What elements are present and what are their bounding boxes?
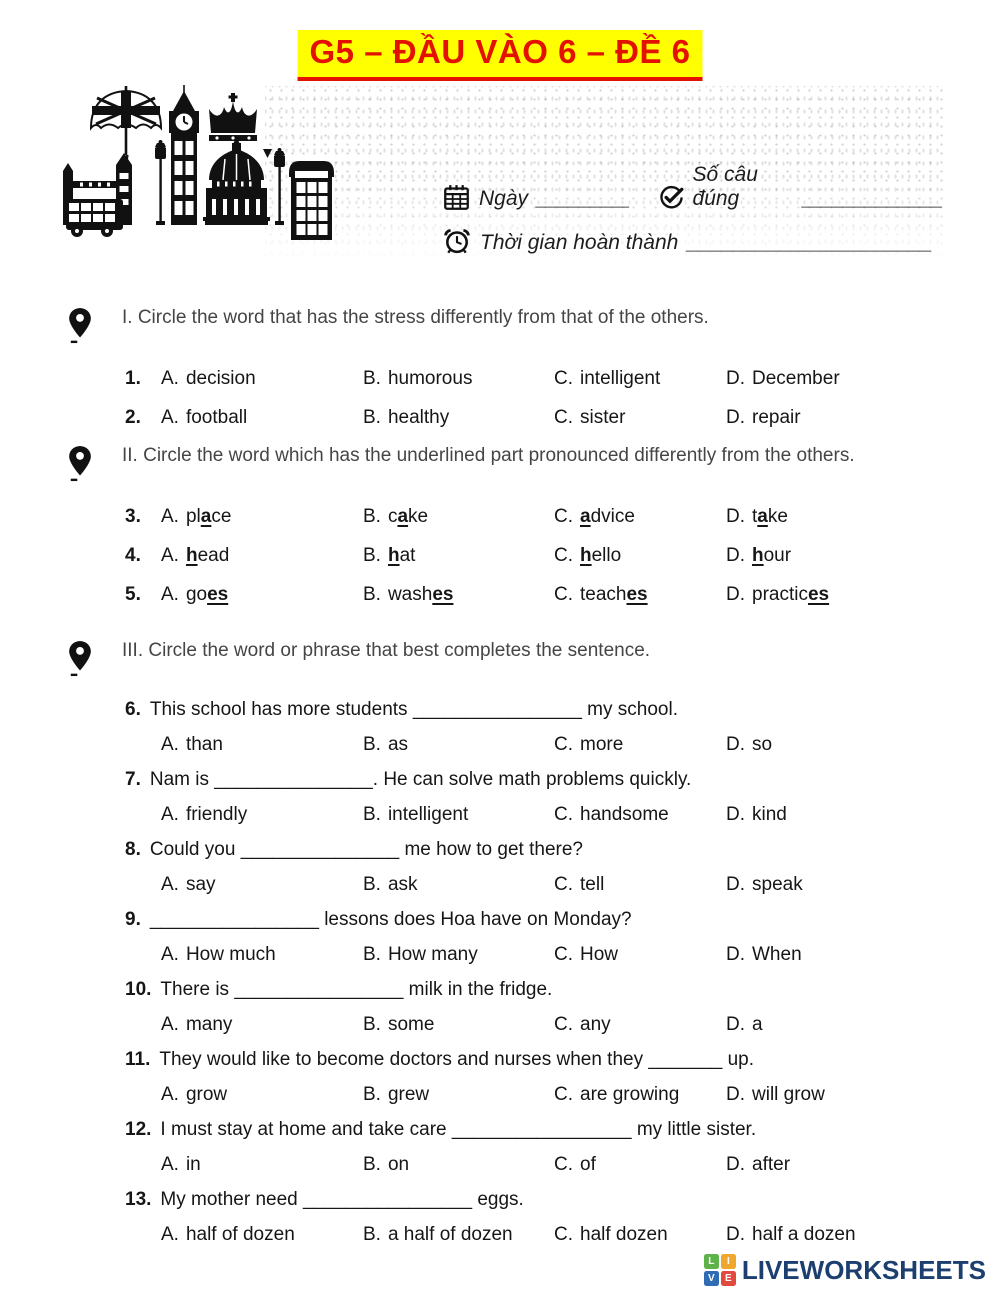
option-b[interactable] [363, 1014, 554, 1036]
option-c[interactable] [554, 944, 726, 966]
option-text: intelligent [387, 803, 469, 825]
option-text: football [185, 406, 248, 428]
answer-options [161, 1077, 945, 1112]
option-text: kind [752, 803, 787, 825]
question-stem [125, 902, 945, 937]
option-text-pre: practic [752, 583, 808, 605]
option-text: any [580, 1013, 611, 1035]
section-instruction: III. Circle the word or phrase that best completes the sentence. [122, 640, 651, 661]
question-text: Could you _______________ me how to get there? [149, 838, 583, 860]
question-text: Nam is _______________. He can solve math problems quickly. [149, 768, 692, 790]
option-text [186, 584, 228, 605]
option-c[interactable] [554, 584, 726, 606]
option-text: a [752, 1013, 763, 1035]
option-letter: D. [726, 583, 745, 605]
map-pin-icon [67, 445, 93, 482]
option-letter: C. [554, 1013, 573, 1035]
option-letter: C. [554, 1083, 573, 1105]
option-d[interactable] [726, 368, 945, 390]
option-c[interactable] [554, 1014, 726, 1036]
option-b[interactable] [363, 1084, 554, 1106]
option-letter: B. [363, 943, 381, 965]
question-number: 3. [125, 505, 141, 527]
option-text-pre: t [752, 505, 758, 527]
option-text-pre: wash [387, 583, 433, 605]
underlined-part: h [752, 544, 764, 566]
option-text: handsome [580, 803, 669, 825]
option-letter: B. [363, 803, 381, 825]
option-text: tell [580, 873, 605, 895]
option-text: some [387, 1013, 435, 1035]
option-text [186, 506, 231, 527]
option-b[interactable] [363, 584, 554, 606]
question-number: 4. [125, 544, 141, 566]
option-d[interactable] [726, 545, 945, 567]
option-text: December [752, 367, 840, 389]
option-text: grew [387, 1083, 430, 1105]
option-letter: B. [363, 1013, 381, 1035]
option-d[interactable] [726, 734, 945, 756]
union-jack-umbrella-icon [91, 86, 161, 163]
option-text: on [387, 1153, 410, 1175]
option-d[interactable] [726, 1014, 945, 1036]
option-b[interactable] [363, 804, 554, 826]
option-text [580, 545, 621, 566]
question-number: 8. [125, 838, 141, 860]
option-letter: C. [554, 873, 573, 895]
option-letter: B. [363, 367, 381, 389]
logo-grid [704, 1254, 736, 1286]
option-c[interactable] [554, 1224, 726, 1246]
option-letter: B. [363, 873, 381, 895]
option-letter: A. [161, 1013, 179, 1035]
option-d[interactable] [726, 506, 945, 528]
option-text [752, 506, 788, 527]
option-letter: C. [554, 943, 573, 965]
option-text: repair [752, 406, 801, 428]
option-letter: D. [726, 367, 745, 389]
option-text: after [752, 1153, 791, 1175]
option-text: sister [580, 406, 626, 428]
option-a[interactable] [161, 804, 363, 826]
option-text: decision [185, 367, 256, 389]
option-text: grow [185, 1083, 228, 1105]
logo-tile-l: L [704, 1254, 719, 1269]
option-b[interactable] [363, 734, 554, 756]
option-text: ask [387, 873, 418, 895]
option-d[interactable] [726, 804, 945, 826]
option-text: half dozen [580, 1223, 668, 1245]
option-letter: D. [726, 943, 745, 965]
option-text: more [580, 733, 624, 755]
date-label: Ngày [479, 187, 529, 210]
underlined-part: es [626, 583, 648, 605]
option-letter: A. [161, 873, 179, 895]
option-a[interactable] [161, 874, 363, 896]
option-letter: C. [554, 803, 573, 825]
question-number: 5. [125, 583, 141, 605]
option-text-post: ead [197, 544, 230, 566]
option-text: in [185, 1153, 201, 1175]
question-row [125, 575, 945, 614]
question-text: They would like to become doctors and nurses when they _______ up. [159, 1048, 755, 1070]
question-row [125, 497, 945, 536]
option-text: half of dozen [185, 1223, 295, 1245]
option-c[interactable] [554, 506, 726, 528]
option-letter: B. [363, 583, 381, 605]
question-number: 7. [125, 768, 141, 790]
option-text [752, 545, 791, 566]
option-d[interactable] [726, 1224, 945, 1246]
check-circle-icon [658, 185, 684, 211]
option-text: will grow [752, 1083, 825, 1105]
question-number: 9. [125, 908, 141, 930]
option-b[interactable] [363, 944, 554, 966]
question-stem [125, 972, 945, 1007]
question-row [125, 398, 945, 437]
option-text-post: at [399, 544, 416, 566]
question-stem [125, 832, 945, 867]
option-letter: C. [554, 544, 573, 566]
date-blank[interactable]: ________ [537, 187, 631, 210]
question-row [125, 536, 945, 575]
underlined-part: es [807, 583, 830, 605]
option-text [580, 506, 635, 527]
option-letter: D. [726, 1013, 745, 1035]
option-letter: A. [161, 803, 179, 825]
big-ben-icon [169, 85, 199, 225]
option-text: as [387, 733, 409, 755]
option-d[interactable] [726, 1084, 945, 1106]
option-letter: A. [161, 367, 179, 389]
option-b[interactable] [363, 1154, 554, 1176]
underlined-part: h [185, 544, 198, 566]
calendar-icon [443, 184, 470, 211]
option-b[interactable] [363, 874, 554, 896]
question-text: This school has more students ________________ my school. [149, 698, 678, 720]
option-text: How [580, 943, 619, 965]
option-letter: D. [726, 733, 745, 755]
option-d[interactable] [726, 584, 945, 606]
time-label: Thời gian hoàn thành [480, 231, 679, 254]
option-b[interactable] [363, 407, 554, 429]
question-number: 1. [125, 367, 141, 389]
option-d[interactable] [726, 1154, 945, 1176]
liveworksheets-logo[interactable] [704, 1254, 986, 1286]
option-text-post: dvice [590, 505, 635, 527]
answer-options [161, 1147, 945, 1182]
option-text: humorous [387, 367, 473, 389]
option-c[interactable] [554, 1154, 726, 1176]
option-letter: C. [554, 505, 573, 527]
option-letter: A. [161, 1223, 179, 1245]
option-letter: A. [161, 1153, 179, 1175]
option-letter: D. [726, 505, 745, 527]
option-a[interactable] [161, 407, 363, 429]
time-blank[interactable]: _____________________ [687, 231, 933, 254]
option-a[interactable] [161, 1084, 363, 1106]
option-d[interactable] [726, 874, 945, 896]
question-stem [125, 692, 945, 727]
option-letter: B. [363, 733, 381, 755]
street-lamp-icon [155, 140, 166, 225]
option-a[interactable] [161, 368, 363, 390]
option-letter: B. [363, 1153, 381, 1175]
option-text-post: ke [408, 505, 429, 527]
option-letter: C. [554, 406, 573, 428]
worksheet-header-fields [443, 163, 943, 255]
option-a[interactable] [161, 734, 363, 756]
option-text [388, 506, 428, 527]
underlined-part: h [387, 544, 400, 566]
question-number: 10. [125, 978, 152, 1000]
street-lamp-icon-2 [274, 148, 285, 225]
option-text-post: ke [767, 505, 788, 527]
option-text: How many [387, 943, 478, 965]
option-text-pre: c [387, 505, 398, 527]
score-blank[interactable]: ____________ [802, 187, 943, 210]
option-text: How much [185, 943, 276, 965]
section-instruction: II. Circle the word which has the underlined part pronounced differently from the others. [122, 445, 855, 466]
phone-booth-icon [289, 161, 334, 240]
flag-triangle-marker [263, 149, 272, 158]
option-letter: D. [726, 1153, 745, 1175]
option-text-post: our [763, 544, 792, 566]
score-label: Số câu đúng [692, 163, 758, 210]
underlined-part: a [757, 505, 768, 527]
option-a[interactable] [161, 545, 363, 567]
option-b[interactable] [363, 368, 554, 390]
date-field [443, 184, 658, 211]
option-b[interactable] [363, 545, 554, 567]
logo-tile-e: E [721, 1271, 736, 1286]
option-text: a half of dozen [387, 1223, 513, 1245]
section-3 [60, 638, 945, 1252]
answer-options [161, 937, 945, 972]
map-pin-icon [67, 307, 93, 344]
option-c[interactable] [554, 874, 726, 896]
option-text: intelligent [580, 367, 661, 389]
option-text-pre: teach [580, 583, 627, 605]
option-letter: C. [554, 1153, 573, 1175]
option-letter: C. [554, 583, 573, 605]
option-text: say [185, 873, 216, 895]
option-letter: A. [161, 943, 179, 965]
question-stem [125, 1182, 945, 1217]
score-field [658, 163, 943, 211]
option-text [186, 545, 229, 566]
underlined-part: h [580, 544, 592, 566]
option-letter: C. [554, 733, 573, 755]
alarm-clock-icon [443, 227, 471, 255]
section-header [60, 443, 945, 479]
answer-options [161, 867, 945, 902]
option-text [388, 584, 454, 605]
question-number: 6. [125, 698, 141, 720]
logo-tile-v: V [704, 1271, 719, 1286]
answer-options [161, 727, 945, 762]
option-text-post: ello [591, 544, 622, 566]
option-letter: D. [726, 1083, 745, 1105]
option-text: so [752, 733, 773, 755]
option-a[interactable] [161, 506, 363, 528]
option-letter: A. [161, 505, 179, 527]
section-header [60, 305, 945, 341]
london-landmarks-illustration [60, 85, 350, 245]
option-d[interactable] [726, 407, 945, 429]
option-letter: C. [554, 1223, 573, 1245]
option-text: speak [752, 873, 803, 895]
option-text: many [185, 1013, 233, 1035]
question-text: I must stay at home and take care _________________ my little sister. [160, 1118, 757, 1140]
section-1 [60, 305, 945, 437]
option-text: healthy [387, 406, 450, 428]
option-a[interactable] [161, 1014, 363, 1036]
option-letter: B. [363, 1083, 381, 1105]
option-text: are growing [580, 1083, 680, 1105]
option-text: friendly [185, 803, 248, 825]
option-letter: D. [726, 1223, 745, 1245]
logo-tile-i: I [721, 1254, 736, 1269]
option-text: of [580, 1153, 596, 1175]
option-text-post: ce [211, 505, 232, 527]
option-letter: D. [726, 406, 745, 428]
question-stem [125, 1112, 945, 1147]
option-letter: D. [726, 544, 745, 566]
map-pin-icon [67, 640, 93, 677]
option-letter: A. [161, 406, 179, 428]
question-stem [125, 1042, 945, 1077]
time-field [443, 227, 933, 255]
st-pauls-cathedral-icon [203, 137, 270, 225]
option-c[interactable] [554, 734, 726, 756]
option-b[interactable] [363, 506, 554, 528]
question-number: 11. [125, 1048, 151, 1070]
underlined-part: a [200, 505, 212, 527]
option-a[interactable] [161, 1224, 363, 1246]
option-letter: D. [726, 873, 745, 895]
option-letter: B. [363, 544, 381, 566]
double-decker-bus-icon [66, 199, 123, 237]
option-letter: C. [554, 367, 573, 389]
option-letter: B. [363, 505, 381, 527]
option-text: than [185, 733, 223, 755]
option-a[interactable] [161, 1154, 363, 1176]
question-text: ________________ lessons does Hoa have on Monday? [149, 908, 632, 930]
question-text: My mother need ________________ eggs. [160, 1188, 524, 1210]
section-2 [60, 443, 945, 614]
question-stem [125, 762, 945, 797]
brand-text: LIVEWORKSHEETS [741, 1254, 986, 1285]
option-c[interactable] [554, 368, 726, 390]
option-letter: A. [161, 1083, 179, 1105]
underlined-part: es [207, 583, 229, 605]
question-number: 2. [125, 406, 141, 428]
question-number: 13. [125, 1188, 152, 1210]
option-letter: A. [161, 544, 179, 566]
section-instruction: I. Circle the word that has the stress differently from that of the others. [122, 307, 709, 328]
answer-options [161, 797, 945, 832]
underlined-part: es [432, 583, 454, 605]
option-a[interactable] [161, 584, 363, 606]
underlined-part: a [397, 505, 409, 527]
option-letter: B. [363, 1223, 381, 1245]
option-c[interactable] [554, 407, 726, 429]
option-text [580, 584, 648, 605]
question-text: There is ________________ milk in the fridge. [160, 978, 553, 1000]
option-d[interactable] [726, 944, 945, 966]
option-letter: A. [161, 733, 179, 755]
question-row [125, 359, 945, 398]
option-letter: A. [161, 583, 179, 605]
section-header [60, 638, 945, 674]
option-b[interactable] [363, 1224, 554, 1246]
option-a[interactable] [161, 944, 363, 966]
option-c[interactable] [554, 545, 726, 567]
option-text: half a dozen [752, 1223, 856, 1245]
question-number: 12. [125, 1118, 152, 1140]
option-text [388, 545, 415, 566]
option-text: When [752, 943, 802, 965]
answer-options [161, 1217, 945, 1252]
page-title: G5 – ĐẦU VÀO 6 – ĐỀ 6 [298, 30, 703, 81]
option-letter: B. [363, 406, 381, 428]
option-c[interactable] [554, 1084, 726, 1106]
option-c[interactable] [554, 804, 726, 826]
answer-options [161, 1007, 945, 1042]
underlined-part: a [580, 505, 591, 527]
option-text [752, 584, 829, 605]
option-letter: D. [726, 803, 745, 825]
option-text-pre: go [185, 583, 208, 605]
option-text-pre: pl [185, 505, 201, 527]
crown-icon [209, 93, 257, 141]
